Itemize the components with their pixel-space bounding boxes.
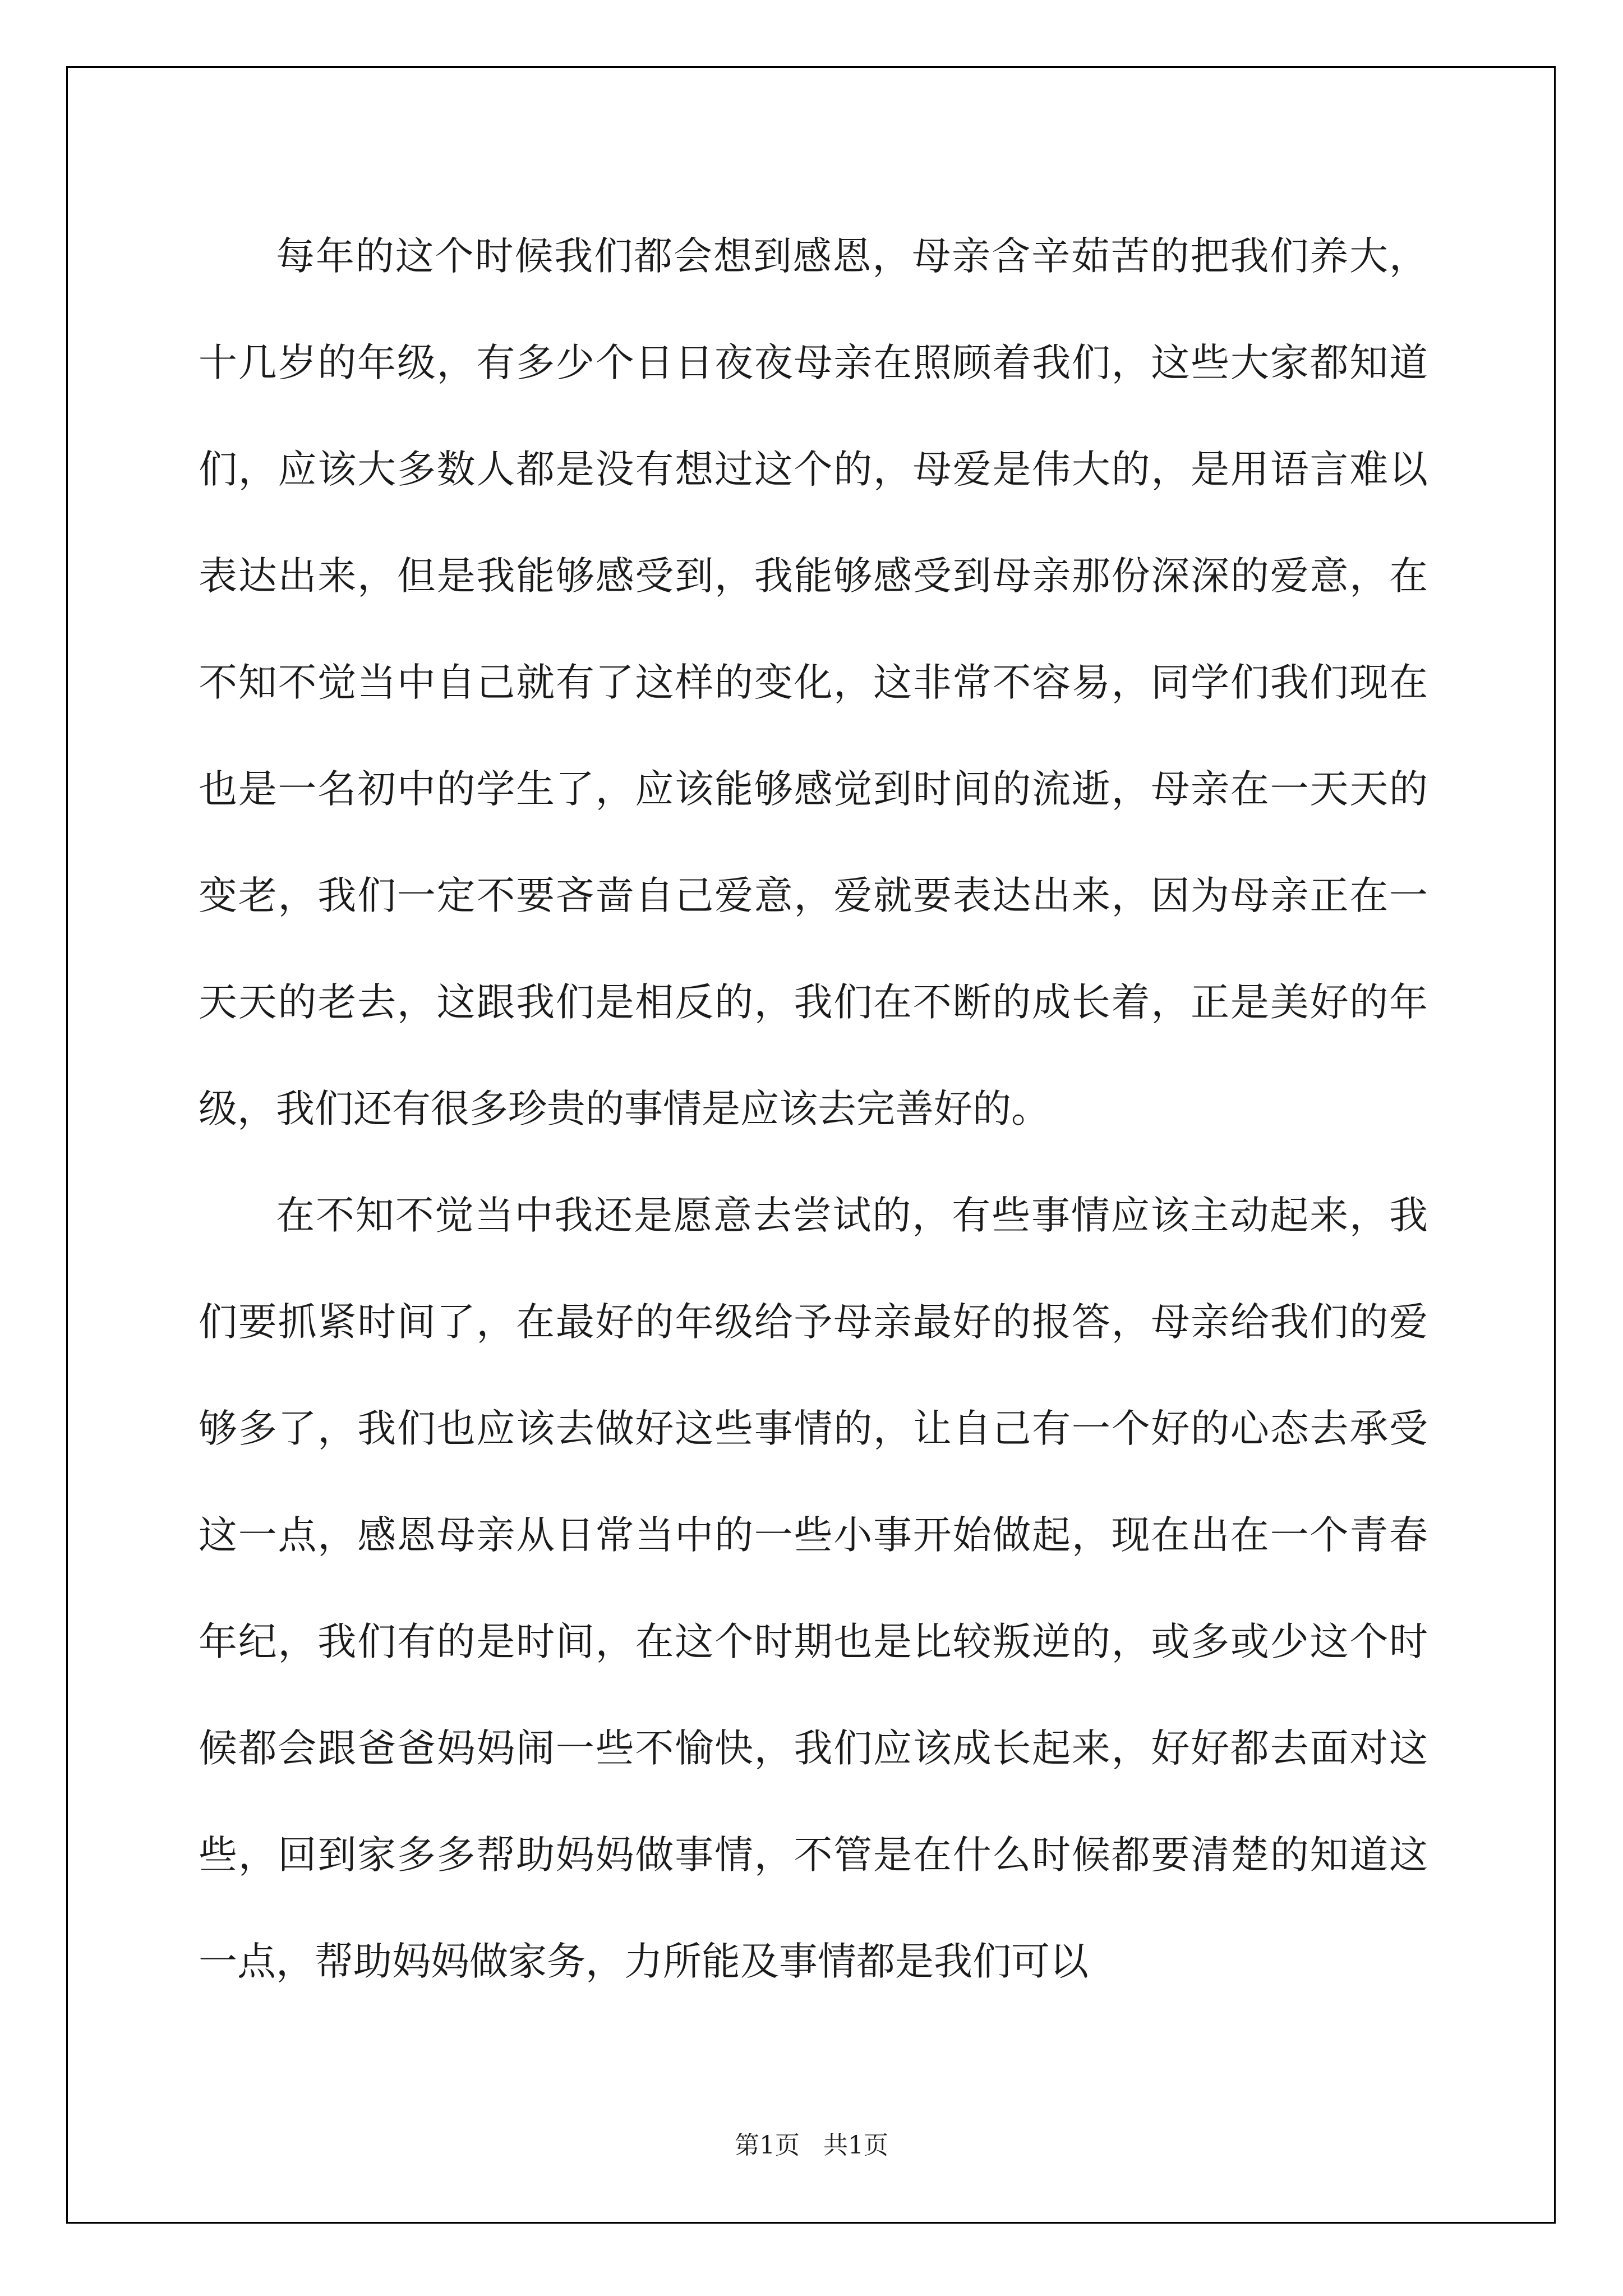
page-total: 共1页 [823,2131,888,2160]
page-number: 第1页 [735,2131,800,2160]
paragraph-2: 在不知不觉当中我还是愿意去尝试的，有些事情应该主动起来，我们要抓紧时间了，在最好的年级给予母亲最好的报答，母亲给我们的爱够多了，我们也应该去做好这些事情的，让自己有一个好的心态去承受这一点，感恩母亲从日常当中的一些小事开始做起，现在出在一个青春年纪，我们有的是时间，在这个时期也是比较叛逆的，或多或少这个时候都会跟爸爸妈妈闹一些不愉快，我们应该成长起来，好好都去面对这些，回到家多多帮助妈妈做事情，不管是在什么时候都要清楚的知道这一点，帮助妈妈做家务，力所能及事情都是我们可以 [199,1193,1428,1984]
page-footer [0,2125,1623,2161]
document-body [199,203,1428,2015]
paragraph-1: 每年的这个时候我们都会想到感恩，母亲含辛茹苦的把我们养大，十几岁的年级，有多少个日日夜夜母亲在照顾着我们，这些大家都知道们，应该大多数人都是没有想过这个的，母爱是伟大的，是用语言难以表达出来，但是我能够感受到，我能够感受到母亲那份深深的爱意，在不知不觉当中自己就有了这样的变化，这非常不容易，同学们我们现在也是一名初中的学生了，应该能够感觉到时间的流逝，母亲在一天天的变老，我们一定不要吝啬自己爱意，爱就要表达出来，因为母亲正在一天天的老去，这跟我们是相反的，我们在不断的成长着，正是美好的年级，我们还有很多珍贵的事情是应该去完善好的。 [199,234,1428,1131]
